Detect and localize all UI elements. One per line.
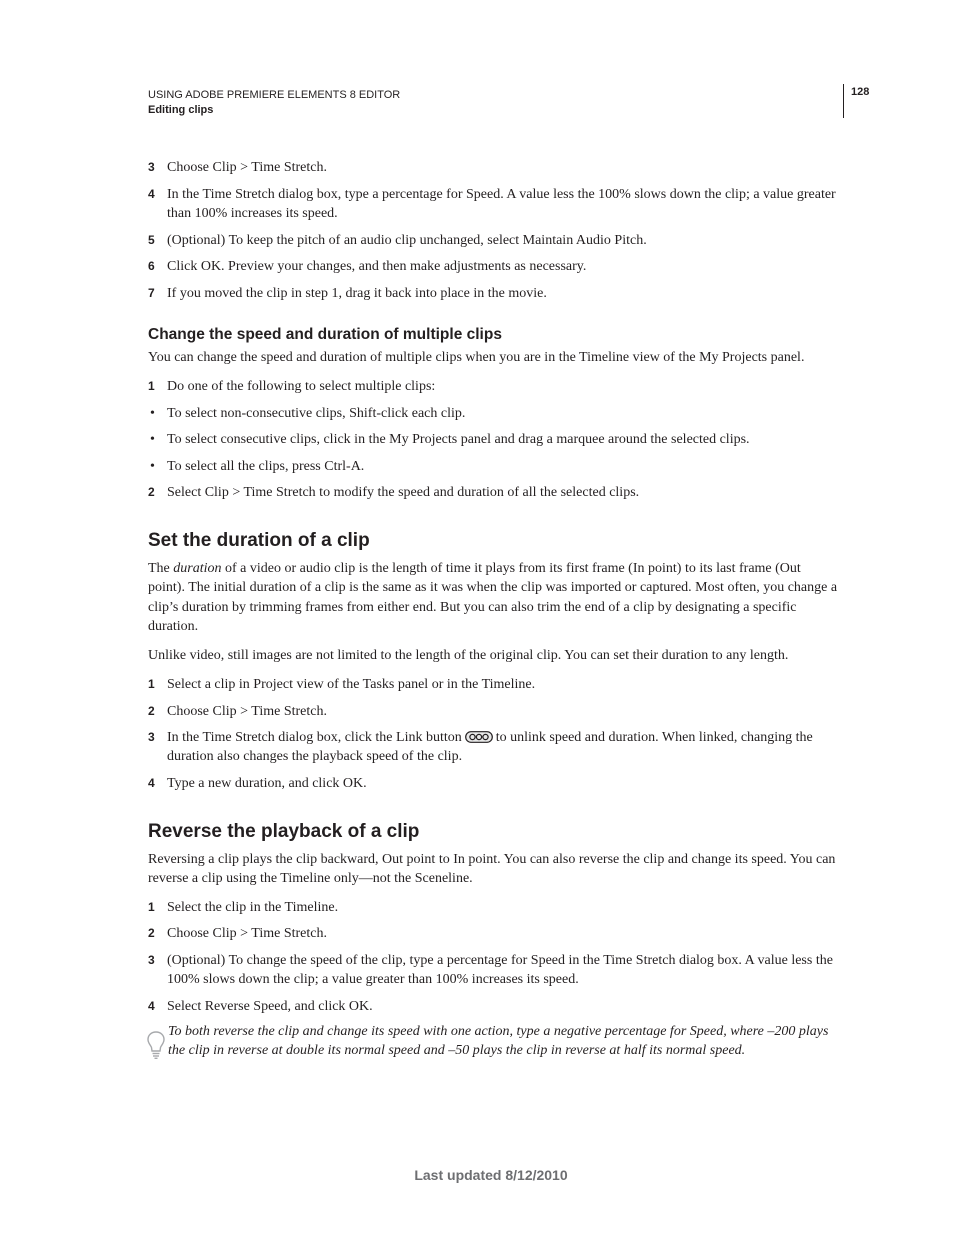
list-item (148, 675, 840, 694)
step-number: 7 (148, 286, 155, 300)
section-heading: Reverse the playback of a clip (148, 821, 420, 842)
step-text: (Optional) To keep the pitch of an audio clip unchanged, select Maintain Audio Pitch. (167, 233, 647, 248)
link-icon (465, 731, 493, 743)
list-item (148, 924, 840, 943)
paragraph-text: The (148, 561, 174, 576)
book-title: USING ADOBE PREMIERE ELEMENTS 8 EDITOR (148, 89, 401, 101)
bullet-item (148, 430, 840, 449)
step-text: Type a new duration, and click OK. (167, 776, 367, 791)
step-number: 1 (148, 677, 155, 691)
step-text (167, 728, 840, 766)
step-text: Choose Clip > Time Stretch. (167, 926, 327, 941)
step-number: 4 (148, 187, 155, 201)
list-item (148, 377, 840, 396)
footer-last-updated: Last updated 8/12/2010 (414, 1167, 568, 1183)
page-number: 128 (851, 86, 870, 98)
step-number: 4 (148, 999, 155, 1013)
step-text: (Optional) To change the speed of the clip, type a percentage for Speed in the Time Stretch dialog box. A value less the 100% slows down the clip; a value greater than 100% increases its speed. (167, 953, 833, 987)
list-item (148, 158, 840, 177)
step-number: 3 (148, 160, 155, 174)
step-number: 4 (148, 776, 155, 790)
bullet-mark: • (150, 432, 155, 447)
section-heading: Set the duration of a clip (148, 530, 370, 551)
step-number: 2 (148, 926, 155, 940)
lightbulb-icon (146, 1030, 166, 1060)
emphasis-term: duration (173, 561, 222, 576)
list-item (148, 284, 840, 303)
step-text: Choose Clip > Time Stretch. (167, 704, 327, 719)
list-item (148, 728, 840, 766)
step-number: 2 (148, 485, 155, 499)
step-number: 3 (148, 953, 155, 967)
bullet-item (148, 457, 840, 476)
subsection-heading: Change the speed and duration of multiple clips (148, 326, 502, 343)
step-text: Choose Clip > Time Stretch. (167, 160, 327, 175)
list-item (148, 231, 840, 250)
list-item (148, 483, 840, 502)
step-text: Select Reverse Speed, and click OK. (167, 999, 373, 1014)
bullet-mark: • (150, 459, 155, 474)
running-header (148, 88, 400, 118)
list-item (148, 951, 840, 989)
step-number: 2 (148, 704, 155, 718)
list-item (148, 774, 840, 793)
step-text-part: to unlink speed and duration. When linked, changing the duration also changes the playback speed of the clip. (167, 730, 813, 764)
list-item (148, 257, 840, 276)
bullet-text: To select consecutive clips, click in the My Projects panel and drag a marquee around the selected clips. (167, 432, 750, 447)
bullet-mark: • (150, 406, 155, 421)
step-text: Do one of the following to select multiple clips: (167, 379, 436, 394)
list-item (148, 997, 840, 1016)
step-number: 5 (148, 233, 155, 247)
section-title: Editing clips (148, 104, 214, 116)
bullet-text: To select non-consecutive clips, Shift-click each clip. (167, 406, 466, 421)
body-paragraph (148, 559, 840, 637)
tip-text: To both reverse the clip and change its speed with one action, type a negative percentage for Speed, where –200 plays the clip in reverse at double its normal speed and –50 plays the clip in reverse at half its normal speed. (168, 1024, 829, 1059)
step-text: Click OK. Preview your changes, and then make adjustments as necessary. (167, 259, 587, 274)
body-paragraph: Reversing a clip plays the clip backward, Out point to In point. You can also reverse the clip and change its speed. You can reverse a clip using the Timeline only—not the Sceneline. (148, 852, 836, 887)
list-item (148, 898, 840, 917)
step-text-part: In the Time Stretch dialog box, click the Link button (167, 730, 462, 745)
step-text: In the Time Stretch dialog box, type a percentage for Speed. A value less the 100% slows down the clip; a value greater than 100% increases its speed. (167, 187, 836, 221)
step-number: 6 (148, 259, 155, 273)
bullet-item (148, 404, 840, 423)
body-paragraph: Unlike video, still images are not limited to the length of the original clip. You can set their duration to any length. (148, 648, 789, 663)
body-paragraph: You can change the speed and duration of multiple clips when you are in the Timeline view of the My Projects panel. (148, 350, 805, 365)
step-text: Select the clip in the Timeline. (167, 900, 339, 915)
header-rule (843, 84, 844, 118)
list-item (148, 185, 840, 223)
list-item (148, 702, 840, 721)
paragraph-text: of a video or audio clip is the length of time it plays from its first frame (In point) to its last frame (Out point). The initial duration of a clip is the same as it was when the clip was imported or captured. Most often, you change a clip’s duration by trimming frames from either end. But you can also trim the end of a clip by designating a specific duration. (148, 561, 838, 635)
step-text: Select a clip in Project view of the Tasks panel or in the Timeline. (167, 677, 536, 692)
step-text: If you moved the clip in step 1, drag it back into place in the movie. (167, 286, 547, 301)
step-text: Select Clip > Time Stretch to modify the speed and duration of all the selected clips. (167, 485, 640, 500)
step-number: 3 (148, 730, 155, 744)
bullet-text: To select all the clips, press Ctrl-A. (167, 459, 365, 474)
step-number: 1 (148, 900, 155, 914)
step-number: 1 (148, 379, 155, 393)
